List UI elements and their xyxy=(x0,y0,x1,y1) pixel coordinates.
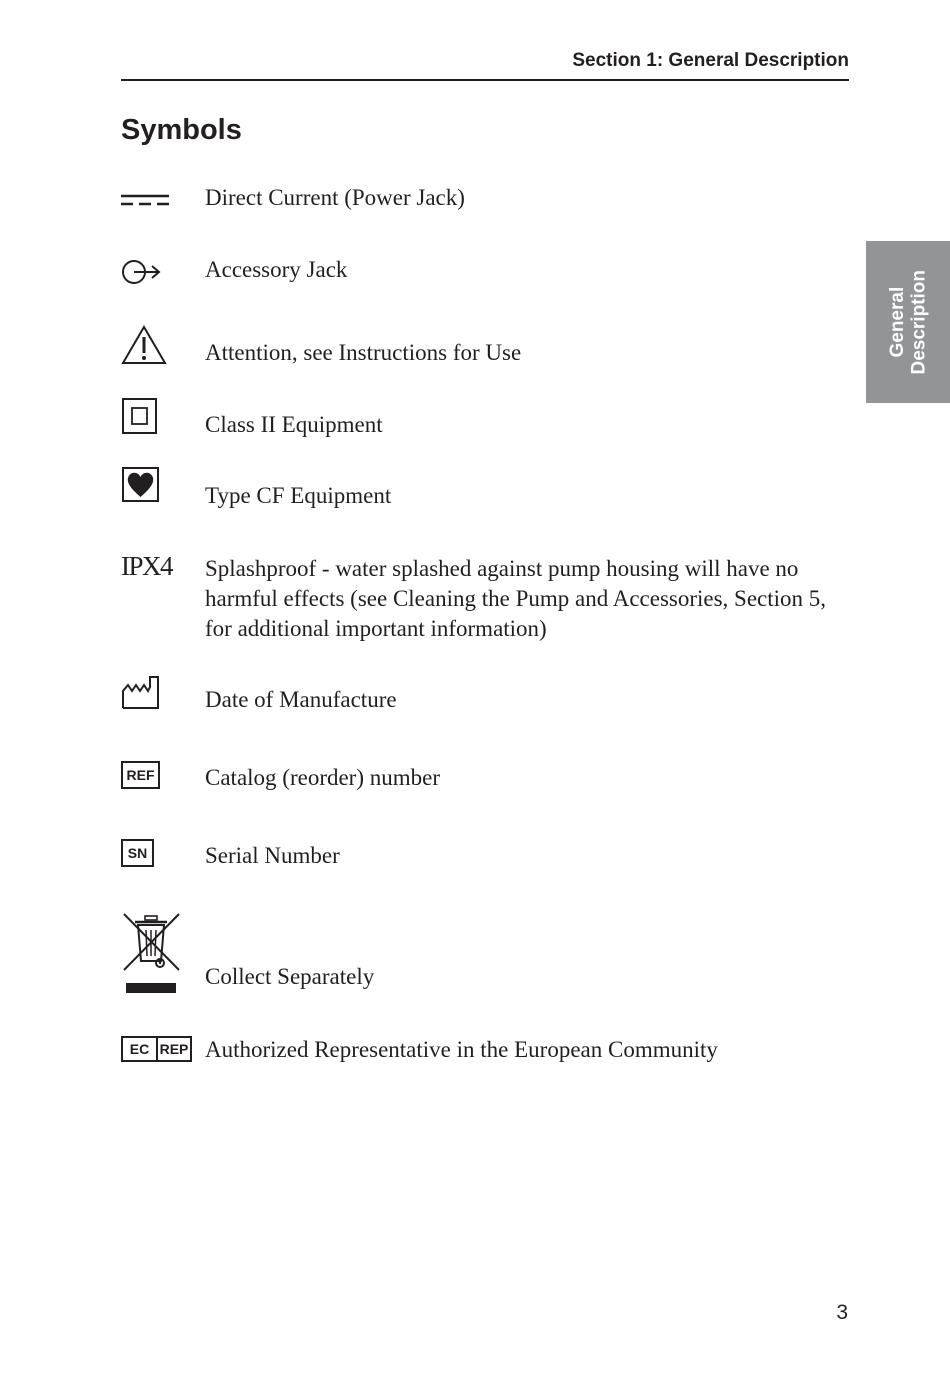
symbol-description: Date of Manufacture xyxy=(205,687,397,712)
ipx4-glyph: IPX4 xyxy=(121,551,173,581)
ref-box-icon xyxy=(121,761,160,789)
page-number: 3 xyxy=(836,1301,848,1324)
symbol-description: Authorized Representative in the European Community xyxy=(205,1037,718,1062)
symbol-description: Attention, see Instructions for Use xyxy=(205,340,522,365)
symbol-description: Accessory Jack xyxy=(205,257,348,282)
class-ii-equipment-icon xyxy=(121,397,159,440)
type-cf-heart-icon xyxy=(121,466,161,509)
symbol-description: Serial Number xyxy=(205,843,340,868)
ref-label: REF xyxy=(126,767,155,783)
side-tab-label: General Description xyxy=(886,269,929,375)
symbol-description: Type CF Equipment xyxy=(205,483,392,508)
page-title: Symbols xyxy=(121,114,242,146)
rep-label: REP xyxy=(159,1041,189,1057)
symbol-description: Collect Separately xyxy=(205,964,375,989)
ec-label: EC xyxy=(129,1041,150,1057)
direct-current-icon xyxy=(121,193,171,212)
symbol-description: Class II Equipment xyxy=(205,412,383,437)
sn-label: SN xyxy=(127,845,148,861)
accessory-jack-icon xyxy=(121,258,163,291)
section-header: Section 1: General Description xyxy=(572,50,849,71)
attention-triangle-icon xyxy=(121,325,167,370)
side-tab xyxy=(866,241,950,403)
header-rule xyxy=(121,79,849,81)
symbol-description: Catalog (reorder) number xyxy=(205,765,441,790)
symbol-description: Splashproof - water splashed against pump housing will have no harmful effects (see Cleaning the Pump and Accessories, Section 5, for additional important information) xyxy=(205,556,827,641)
ec-rep-icon xyxy=(121,1036,192,1062)
date-of-manufacture-icon xyxy=(121,675,161,716)
symbol-description: Direct Current (Power Jack) xyxy=(205,185,465,210)
ipx4-icon xyxy=(121,551,172,581)
crossed-bin-icon xyxy=(121,912,183,1001)
sn-box-icon xyxy=(121,839,154,867)
